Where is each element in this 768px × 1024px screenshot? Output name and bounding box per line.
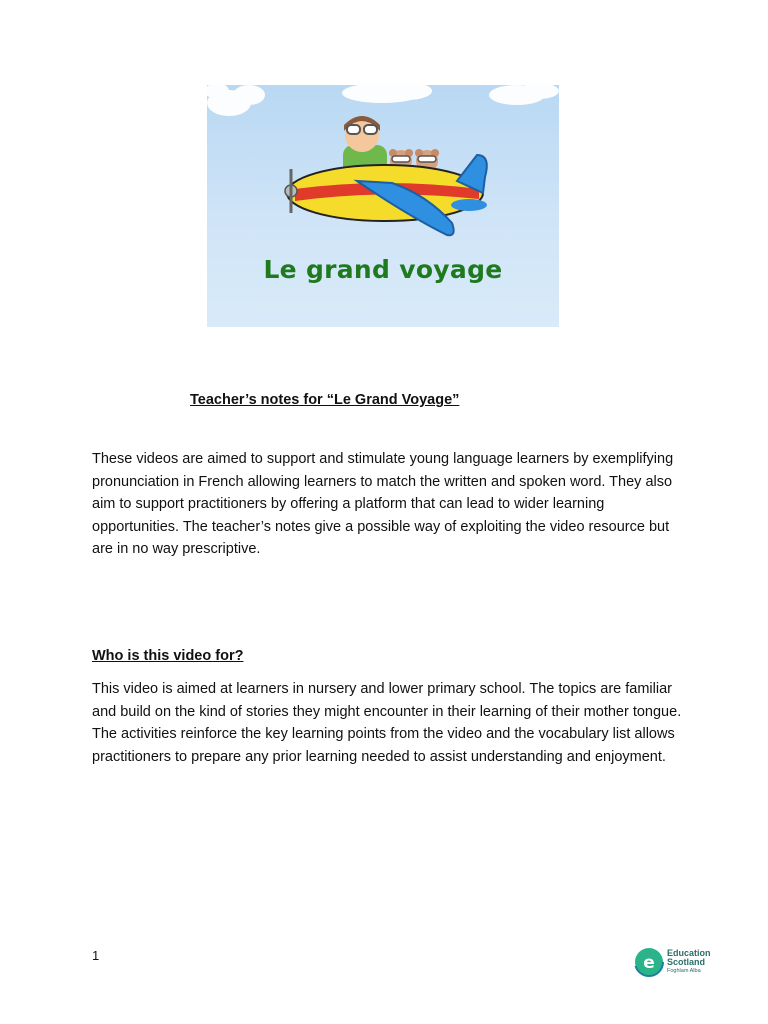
page-heading: Teacher’s notes for “Le Grand Voyage” [190, 392, 460, 408]
cloud-icon [489, 85, 559, 105]
page-number: 1 [92, 948, 100, 963]
cover-title: Le grand voyage [263, 255, 503, 284]
cloud-icon [207, 85, 265, 116]
intro-paragraph: These videos are aimed to support and stimulate young language learners by exemplifying pronunciation in French allowing learners to match the written and spoken word. They also aim to support practitioners by offering a platform that can lead to wider learning opportunities. The teacher’s notes give a possible way of exploiting the video resource but are in no way prescriptive. [92, 451, 674, 557]
logo-line-2: Scotland [667, 957, 706, 967]
cloud-icon [342, 85, 432, 103]
logo-text [667, 949, 711, 975]
airplane-illustration [207, 85, 559, 327]
logo-line-3: Foghlam Alba [667, 968, 701, 974]
cover-illustration [207, 85, 559, 327]
section-title: Who is this video for? [92, 648, 244, 664]
logo-mark-icon [634, 947, 664, 977]
airplane-icon [285, 155, 487, 235]
svg-text:e: e [643, 953, 655, 973]
logo-line-1: Education [667, 948, 711, 958]
section-paragraph: This video is aimed at learners in nursery and lower primary school. The topics are familiar and build on the kind of stories they might encounter in their learning of their mother tongue. The activities reinforce the key learning points from the video and the vocabulary list allows practitioners to prepare any prior learning needed to assist understanding and enjoyment. [92, 681, 682, 765]
education-scotland-logo [634, 947, 714, 979]
